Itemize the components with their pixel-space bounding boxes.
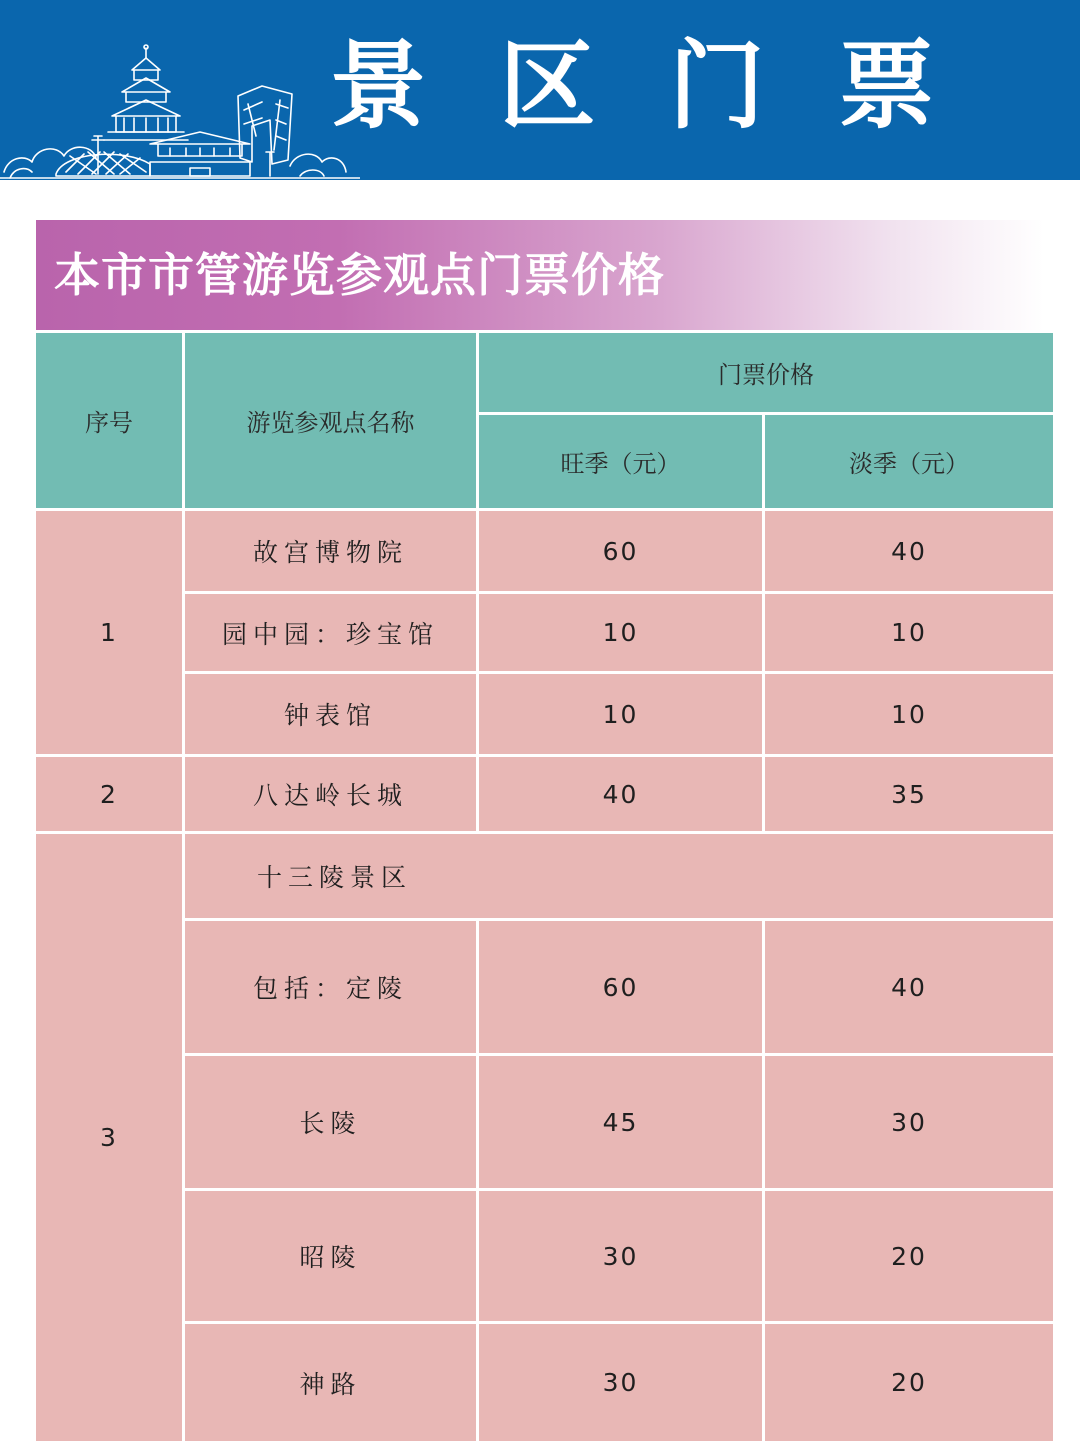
off-price: 40: [765, 511, 1053, 591]
off-price: 35: [765, 757, 1053, 831]
site-name: 钟表馆: [185, 674, 476, 754]
off-price: 10: [765, 674, 1053, 754]
peak-price: 10: [479, 674, 762, 754]
site-name: 昭陵: [185, 1191, 476, 1321]
section-title: 本市市管游览参观点门票价格: [54, 248, 665, 302]
peak-price: 10: [479, 594, 762, 671]
site-name: 长陵: [185, 1056, 476, 1188]
section-header: [36, 220, 1044, 330]
peak-price: 30: [479, 1191, 762, 1321]
beijing-skyline-icon: [0, 40, 360, 180]
header-peak-season: 旺季（元）: [479, 415, 762, 508]
peak-price: 40: [479, 757, 762, 831]
peak-price: 30: [479, 1324, 762, 1441]
peak-price: 60: [479, 921, 762, 1053]
row-index: 3: [36, 834, 182, 1441]
row-index: 2: [36, 757, 182, 831]
top-banner: [0, 0, 1080, 180]
ticket-price-table: [36, 333, 1044, 1411]
header-off-season: 淡季（元）: [765, 415, 1053, 508]
site-name: 神路: [185, 1324, 476, 1441]
site-name: 园中园：珍宝馆: [185, 594, 476, 671]
header-index: 序号: [36, 333, 182, 508]
row-index: 1: [36, 511, 182, 754]
peak-price: 60: [479, 511, 762, 591]
site-name: 故宫博物院: [185, 511, 476, 591]
off-price: 20: [765, 1191, 1053, 1321]
header-name: 游览参观点名称: [185, 333, 476, 508]
off-price: 10: [765, 594, 1053, 671]
peak-price: 45: [479, 1056, 762, 1188]
banner-title: 景 区 门 票: [330, 30, 955, 142]
off-price: 30: [765, 1056, 1053, 1188]
scenic-area-title: 十三陵景区: [185, 834, 1053, 918]
off-price: 40: [765, 921, 1053, 1053]
off-price: 20: [765, 1324, 1053, 1441]
site-name: 八达岭长城: [185, 757, 476, 831]
site-name: 包括：定陵: [185, 921, 476, 1053]
header-price-group: 门票价格: [479, 333, 1053, 412]
